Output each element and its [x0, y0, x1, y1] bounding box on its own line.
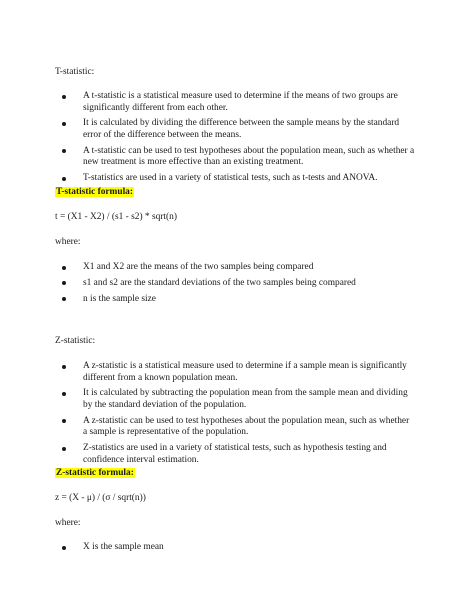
z-statistic-bullet-list [55, 361, 415, 471]
list-item: n is the sample size [55, 294, 415, 306]
bullet-icon [62, 95, 66, 99]
t-statistic-formula-heading-row [55, 187, 134, 199]
list-item: Z-statistics are used in a variety of statistical tests, such as hypothesis testing and confidence interval estimation. [55, 443, 415, 466]
bullet-icon [62, 122, 66, 126]
list-item: A t-statistic can be used to test hypotheses about the population mean, such as whether a new treatment is more effective than an existing treatment. [55, 146, 415, 169]
bullet-icon [62, 297, 66, 301]
list-item: X1 and X2 are the means of the two samples being compared [55, 262, 415, 274]
bullet-icon [62, 447, 66, 451]
z-statistic-formula-heading: Z-statistic formula: [56, 468, 134, 478]
list-item: It is calculated by dividing the difference between the sample means by the standard error of the difference between the means. [55, 118, 415, 141]
z-statistic-formula: z = (X - μ) / (σ / sqrt(n)) [55, 493, 146, 503]
z-statistic-label: Z-statistic: [55, 336, 96, 346]
bullet-icon [62, 392, 66, 396]
list-item: A z-statistic is a statistical measure used to determine if a sample mean is significantly different from a known population mean. [55, 361, 415, 384]
t-statistic-where-list [55, 262, 415, 309]
z-statistic-formula-heading-row [55, 468, 135, 480]
z-statistic-where-list [55, 542, 415, 558]
t-statistic-label: T-statistic: [55, 67, 95, 77]
bullet-icon [62, 281, 66, 285]
t-statistic-formula: t = (X1 - X2) / (s1 - s2) * sqrt(n) [55, 212, 177, 222]
list-item: X is the sample mean [55, 542, 415, 554]
z-statistic-where-label: where: [55, 518, 81, 528]
t-statistic-bullet-list [55, 91, 415, 189]
list-item: A z-statistic can be used to test hypotheses about the population mean, such as whether a sample is representative of the population. [55, 416, 415, 439]
bullet-icon [62, 149, 66, 153]
bullet-icon [62, 177, 66, 181]
bullet-icon [62, 266, 66, 270]
list-item: T-statistics are used in a variety of statistical tests, such as t-tests and ANOVA. [55, 173, 415, 185]
list-item: s1 and s2 are the standard deviations of the two samples being compared [55, 278, 415, 290]
list-item: It is calculated by subtracting the population mean from the sample mean and dividing by the standard deviation of the population. [55, 388, 415, 411]
t-statistic-where-label: where: [55, 237, 81, 247]
list-item: A t-statistic is a statistical measure used to determine if the means of two groups are significantly different from each other. [55, 91, 415, 114]
bullet-icon [62, 419, 66, 423]
bullet-icon [62, 546, 66, 550]
t-statistic-formula-heading: T-statistic formula: [56, 187, 133, 197]
bullet-icon [62, 365, 66, 369]
